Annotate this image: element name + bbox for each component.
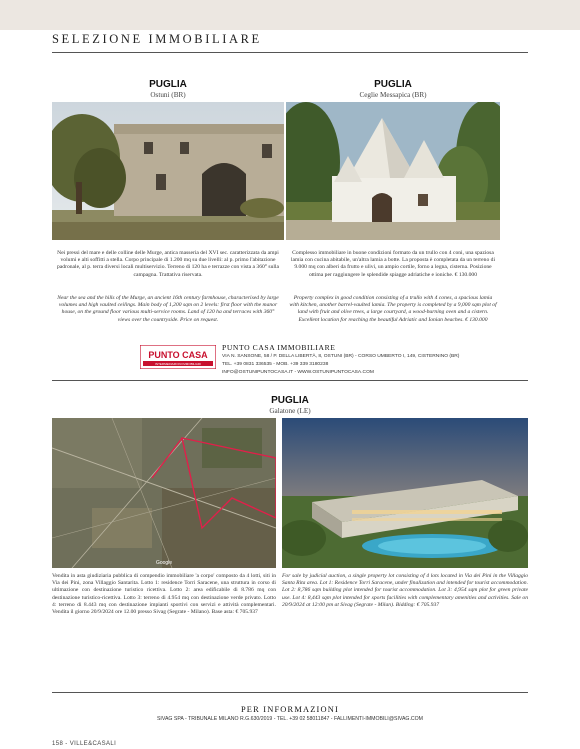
agency-name: PUNTO CASA IMMOBILIARE (222, 343, 336, 352)
agency-logo (140, 345, 216, 369)
info-divider (52, 692, 528, 693)
agency-phones: TEL. +39 0831 336535 - MOB. +39 339 3180238 (222, 362, 329, 367)
right-listing-town: Ceglie Messapica (BR) (359, 91, 427, 99)
map-watermark: Google (155, 560, 173, 566)
info-contacts[interactable]: SIVAG SPA - TRIBUNALE MILANO R.G.630/2019 - TEL. +39 02 58011847 - FALLIMENTI-IMMOBILI@SIVAG.COM (156, 716, 424, 722)
section-title: SELEZIONE IMMOBILIARE (52, 32, 262, 46)
right-listing-region: PUGLIA (374, 79, 412, 90)
agency-divider (52, 380, 528, 381)
section-divider (52, 52, 528, 53)
agency-logo-text: PUNTO CASA (148, 350, 208, 360)
bottom-listing-region: PUGLIA (271, 395, 309, 406)
trullo-photo (286, 102, 500, 240)
bottom-listing-town: Galatone (LE) (269, 407, 311, 415)
farmhouse-photo (52, 102, 284, 240)
page-footer: 158 - VILLE&CASALI (52, 741, 117, 747)
info-title: PER INFORMAZIONI (240, 705, 340, 714)
agency-contacts[interactable]: INFO@OSTUNIPUNTOCASA.IT - WWW.OSTUNIPUNTOCASA.COM (222, 370, 374, 375)
left-listing-text-it: Nei pressi del mare e delle colline delle Murge, antica masseria del XVI sec. caratterizzata da ampi volumi e alti soffitti a stella. Corpo principale di 1.200 mq su due livelli: al p. primo l'abitazione padronale, al p. terra diversi locali multiservizio. Terreno di 120 ha e terrazze con vista a 360° sulla campagna. Trattativa riservata. (57, 250, 279, 278)
bottom-listing-text-en: For sale by judicial auction, a single property lot consisting of 4 lots located in Via dei Pini in the Villaggio Santa Rita area. Lot 1: Residence Torri Saracene, under finalization and intended for tourist accommodation. Lot 2: 8,786 sqm building plot intended for tourist accommodation. Lot 3: 4,954 sqm plot for green private use. Lot 4: 8,443 sqm plot intended for sports facilities with complementary amenities and activities. Sale on 20/9/2024 at 12:00 pm at Sivag (Segrate - Milan). Bidding: € 705.937 (282, 573, 528, 608)
agency-logo-tagline: INTERMEDIAZIONI IMMOBILIARI (155, 362, 201, 366)
left-listing-text-en: Near the sea and the hills of the Murge, an ancient 16th century farmhouse, characterised by large volumes and high vaulted ceilings. Main body of 1,200 sqm on 2 levels: first floor with the manor house, on the ground floor various multi-service rooms. Land of 120 ha and terraces with 360° views over the countryside. Price on request. (57, 295, 279, 323)
left-listing-region: PUGLIA (149, 79, 187, 90)
resort-render (282, 418, 528, 568)
right-listing-text-it: Complesso immobiliare in buone condizioni formato da un trullo con 4 coni, una spaziosa lamia con cucina abitabile, un'altra lamia a botte. La proposta è completata da un terreno di 9.000 mq con alberi da frutto e ulivi, un ampio cortile, forno a legna, cisterna. Posizione ottima per raggiungere le splendide spiagge adriatiche e ioniche. € 130.000 (290, 250, 495, 278)
top-band (0, 0, 580, 30)
bottom-listing-text-it: Vendita in asta giudiziaria pubblica di compendio immobiliare 'a corpo' composto da 4 lotti, siti in Via dei Pini, zona Villaggio Santarita. Lotto 1: residence Torri Saracene, una struttura in corso di ultimazione con destinazione turistico ricettiva. Lotto 2: area edificabile di 8.786 mq con destinazione turistico-ricettiva. Lotto 3: terreno di 4.954 mq con destinazione verde privato. Lotto 4: terreno di 8.443 mq con destinazione impianti sportivi con servizi e attività complementari. Vendita il giorno 20/9/2024 ore 12.00 presso Sivag (Segrate - Milano). Base asta: € 705.937 (52, 573, 276, 616)
right-listing-text-en: Property complex in good condition consisting of a trullo with 4 cones, a spacious lamia with kitchen, another barrel-vaulted lamia. The property is completed by a 9,000 sqm plot of land with fruit and olive trees, a large courtyard, a wood-burning oven and a cistern. Excellent location for reaching the beautiful Adriatic and Ionian beaches. € 130.000 (289, 295, 497, 323)
satellite-map (52, 418, 276, 568)
left-listing-town: Ostuni (BR) (150, 91, 186, 99)
agency-address: VIA N. SANSONE, 58 / P. DELLA LIBERTÀ, 8, OSTUNI (BR) - CORSO UMBERTO I, 149, CISTERNINO (BR) (222, 354, 460, 359)
